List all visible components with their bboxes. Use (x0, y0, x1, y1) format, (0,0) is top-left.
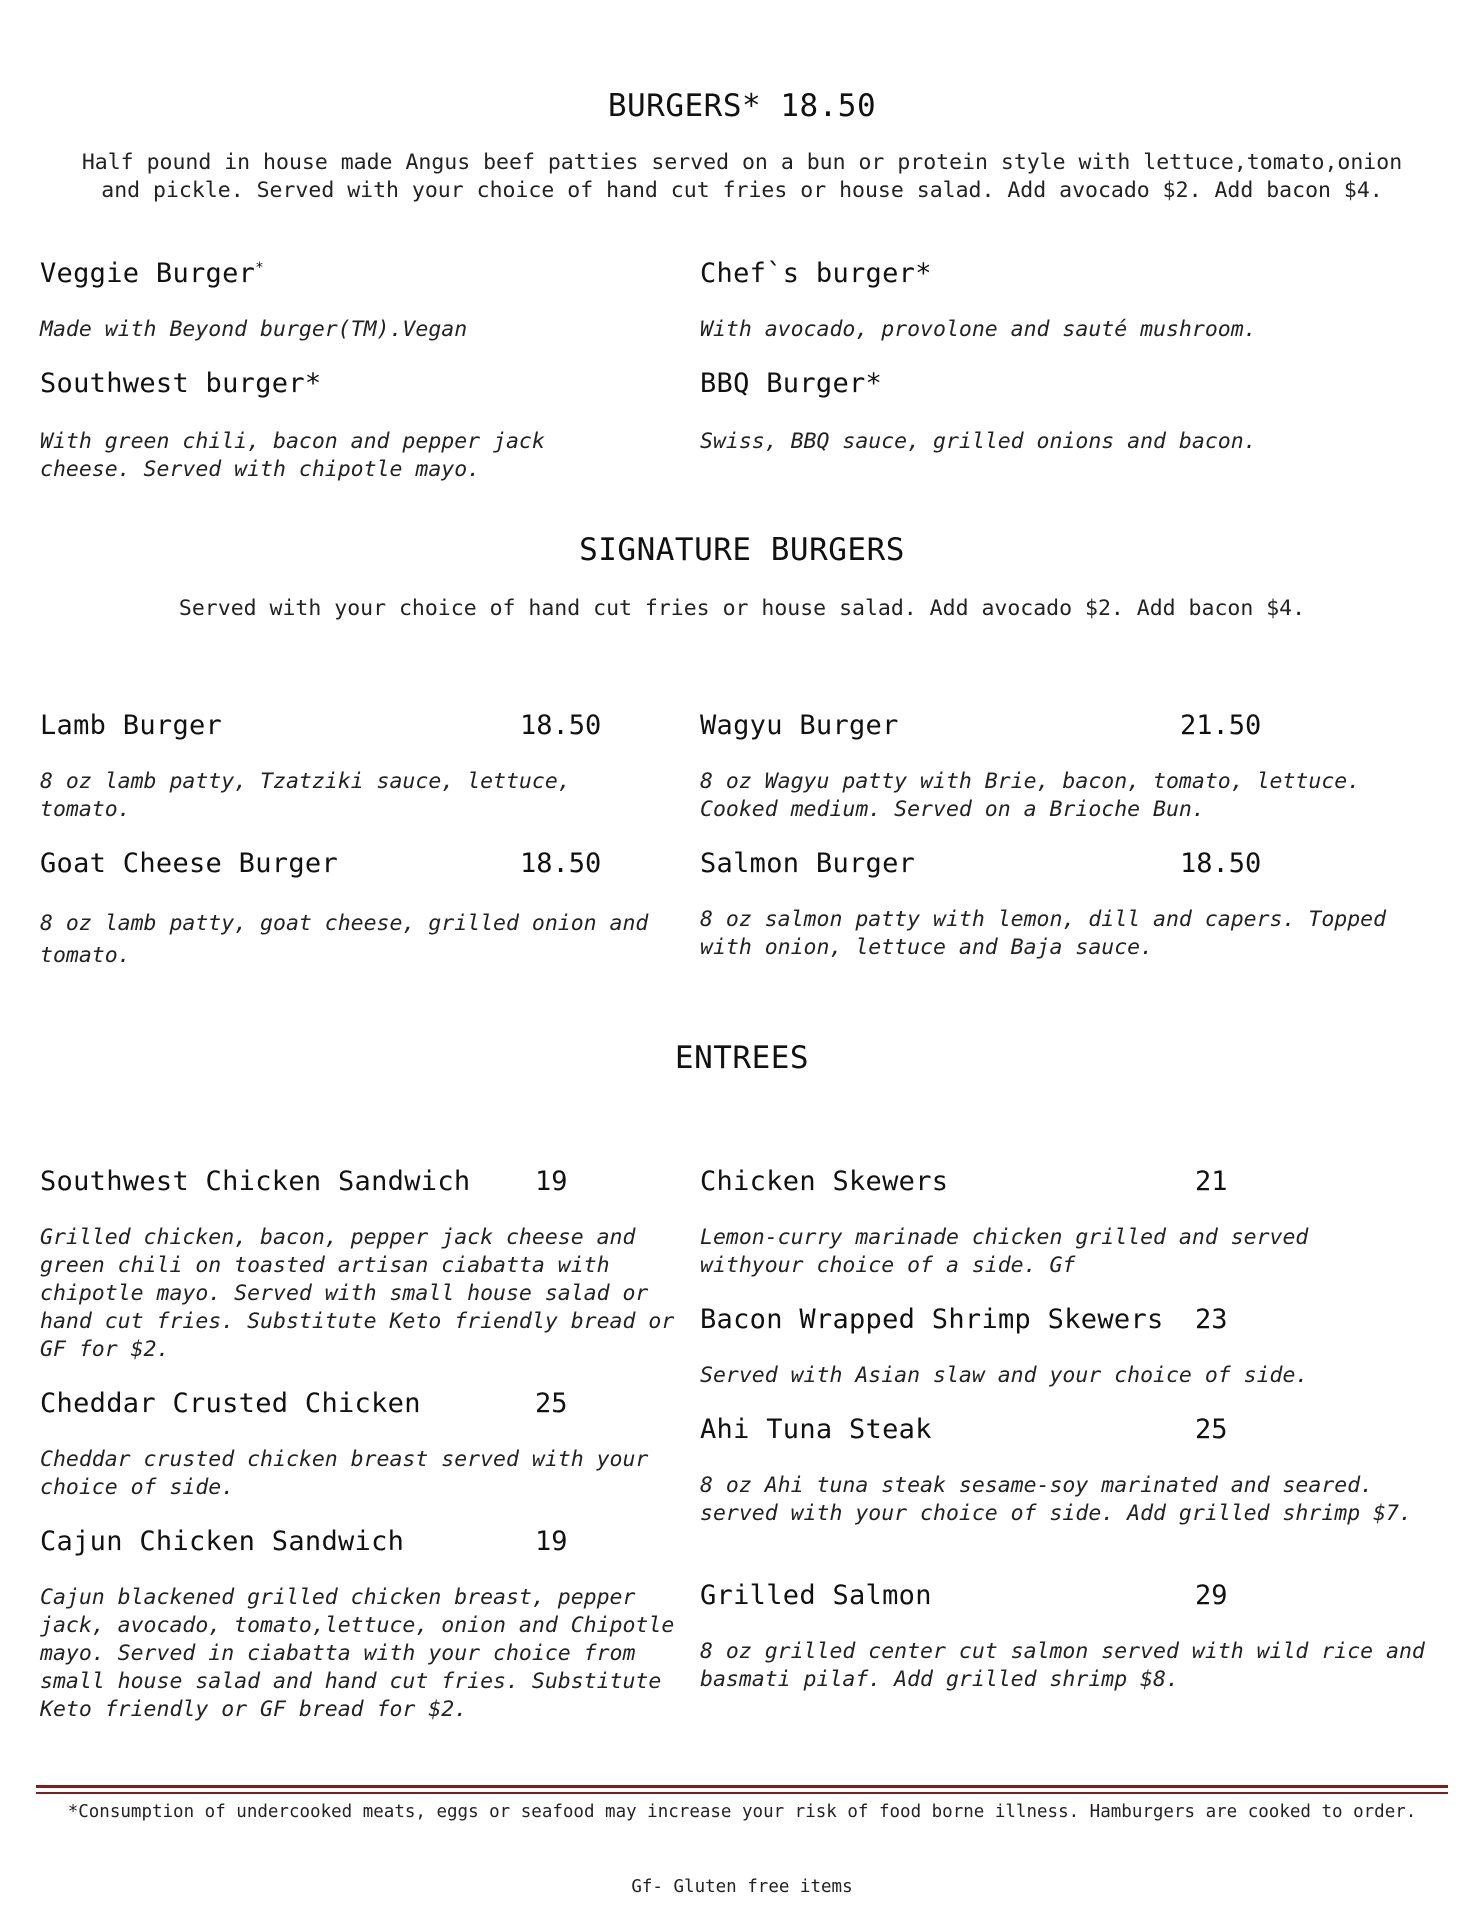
entrees-heading: ENTREES (674, 1040, 810, 1076)
menu-item-price: 25 (535, 1388, 568, 1419)
menu-item-name: Salmon Burger (700, 848, 916, 879)
menu-item-price: 29 (1195, 1580, 1228, 1611)
footer-divider (36, 1785, 1448, 1788)
gluten-free-note: Gf- Gluten free items (631, 1877, 853, 1897)
menu-item-price: 21.50 (1180, 710, 1262, 741)
menu-item-description: Cajun blackened grilled chicken breast, pepper jack, avocado, tomato,lettuce, onion and Chipotle mayo. Served in ciabatta with your choice from small house salad and hand cut fries. Substitute Keto friendly or GF bread for $2. (40, 1585, 675, 1722)
menu-item-name: Wagyu Burger (700, 710, 899, 741)
signature-heading: SIGNATURE BURGERS (579, 532, 905, 568)
menu-item-description: With green chili, bacon and pepper jack cheese. Served with chipotle mayo. (40, 429, 545, 482)
menu-item-description: 8 oz lamb patty, goat cheese, grilled onion and tomato. (40, 911, 649, 968)
menu-item-price: 19 (535, 1526, 568, 1557)
menu-item-price: 23 (1195, 1304, 1228, 1335)
menu-item-name: Southwest burger* (40, 368, 322, 399)
burgers-heading: BURGERS* 18.50 (607, 88, 877, 124)
burgers-intro: Half pound in house made Angus beef patties served on a bun or protein style with lettuce,tomato,onion and pickle. Served with your choice of hand cut fries or house salad. Add avocado $2. Add bacon $4. (81, 150, 1403, 203)
menu-item-description: With avocado, provolone and sauté mushroom. (700, 317, 1257, 342)
footer-divider (36, 1792, 1448, 1794)
menu-item-name: Ahi Tuna Steak (700, 1414, 932, 1445)
menu-item-name: Cheddar Crusted Chicken (40, 1388, 421, 1419)
menu-item-name: Chicken Skewers (700, 1166, 949, 1197)
signature-intro: Served with your choice of hand cut fries or house salad. Add avocado $2. Add bacon $4. (178, 596, 1306, 621)
menu-item-description: 8 oz salmon patty with lemon, dill and capers. Topped with onion, lettuce and Baja sauce. (700, 907, 1387, 960)
menu-item-description: Lemon-curry marinade chicken grilled and served withyour choice of a side. Gf (700, 1225, 1309, 1278)
menu-item-description: 8 oz Ahi tuna steak sesame-soy marinated and seared. served with your choice of side. Add grilled shrimp $7. (700, 1473, 1412, 1526)
menu-item-price: 18.50 (520, 848, 602, 879)
menu-item-description: 8 oz Wagyu patty with Brie, bacon, tomato, lettuce. Cooked medium. Served on a Brioche Bun. (700, 769, 1361, 822)
menu-item-description: Served with Asian slaw and your choice of side. (700, 1363, 1309, 1388)
menu-item-name: Goat Cheese Burger (40, 848, 338, 879)
menu-item-name: Veggie Burger* (40, 258, 264, 289)
menu-item-description: 8 oz lamb patty, Tzatziki sauce, lettuce, tomato. (40, 769, 571, 822)
menu-item-price: 18.50 (520, 710, 602, 741)
menu-item-description: Grilled chicken, bacon, pepper jack cheese and green chili on toasted artisan ciabatta with chipotle mayo. Served with small house salad or hand cut fries. Substitute Keto friendly bread or GF for $2. (40, 1225, 675, 1362)
menu-item-description: Cheddar crusted chicken breast served with your choice of side. (40, 1447, 649, 1500)
menu-item-name: Lamb Burger (40, 710, 223, 741)
menu-item-description: Swiss, BBQ sauce, grilled onions and bacon. (700, 429, 1257, 454)
food-safety-disclaimer: *Consumption of undercooked meats, eggs or seafood may increase your risk of food borne illness. Hamburgers are cooked to order. (67, 1802, 1417, 1822)
menu-item-price: 25 (1195, 1414, 1228, 1445)
menu-item-price: 19 (535, 1166, 568, 1197)
menu-item-description: Made with Beyond burger(TM).Vegan (40, 317, 468, 342)
menu-item-name: Grilled Salmon (700, 1580, 932, 1611)
menu-item-name: Chef`s burger* (700, 258, 932, 289)
menu-item-name: Cajun Chicken Sandwich (40, 1526, 405, 1557)
menu-item-price: 21 (1195, 1166, 1228, 1197)
menu-item-name: BBQ Burger* (700, 368, 883, 399)
menu-item-name: Bacon Wrapped Shrimp Skewers (700, 1304, 1164, 1335)
menu-item-name: Southwest Chicken Sandwich (40, 1166, 471, 1197)
menu-item-description: 8 oz grilled center cut salmon served with wild rice and basmati pilaf. Add grilled shrimp $8. (700, 1639, 1425, 1692)
menu-item-price: 18.50 (1180, 848, 1262, 879)
